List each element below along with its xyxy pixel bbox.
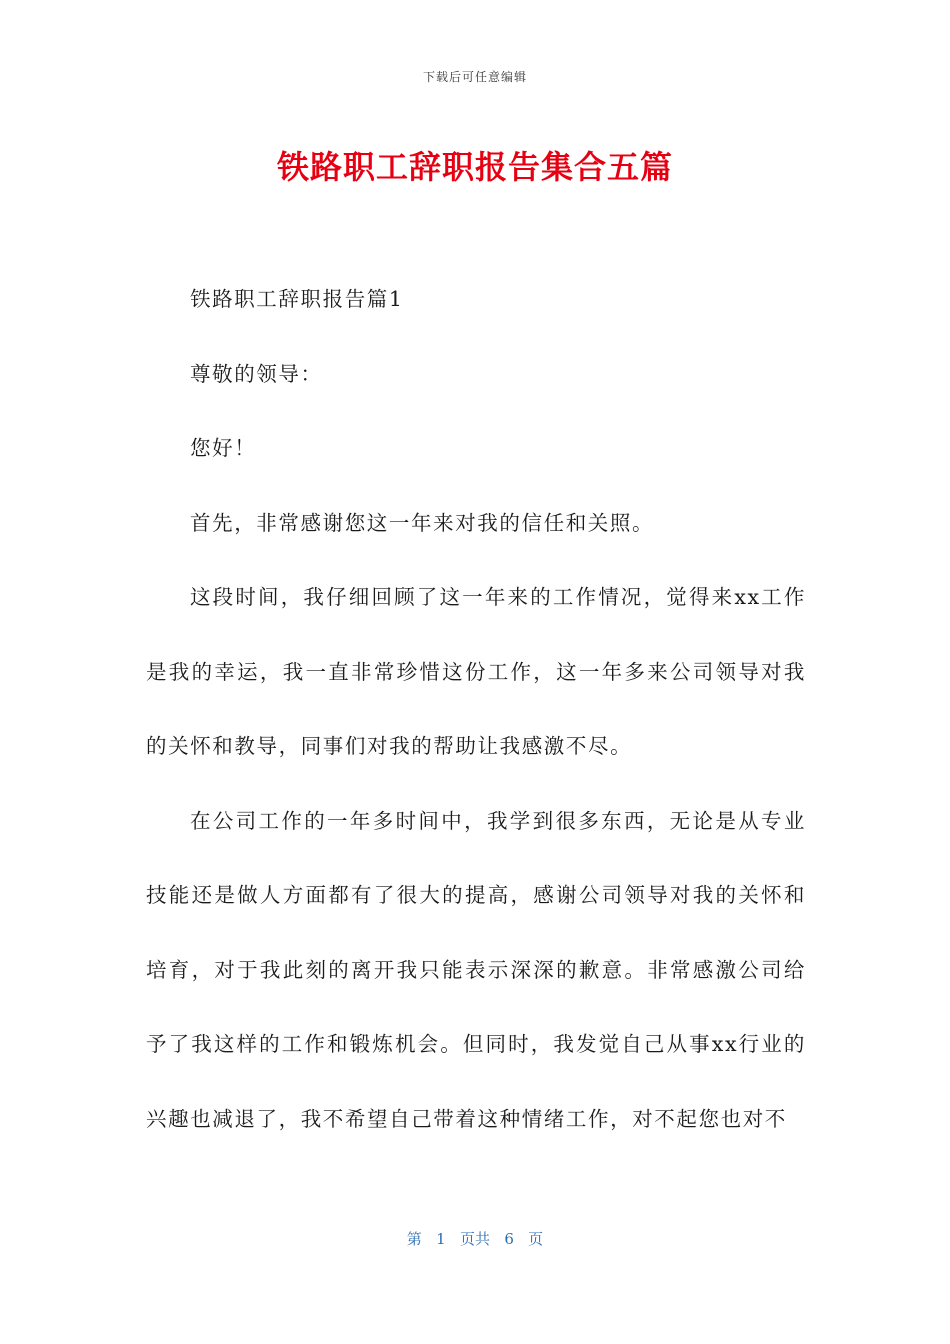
total-pages-number: 6	[504, 1230, 514, 1248]
salutation: 尊敬的领导：	[190, 361, 323, 386]
section-heading: 铁路职工辞职报告篇1	[190, 287, 404, 311]
footer-prefix: 第	[406, 1230, 422, 1248]
header-note: 下载后可任意编辑	[422, 70, 527, 84]
greeting: 您好！	[190, 436, 257, 460]
document-body	[146, 262, 806, 1156]
footer-middle: 页共	[459, 1230, 490, 1248]
current-page-number: 1	[436, 1230, 446, 1248]
body-paragraph: 首先，非常感谢您这一年来对我的信任和关照。	[190, 510, 655, 535]
body-paragraph: 这段时间，我仔细回顾了这一年来的工作情况，觉得来xx工作是我的幸运，我一直非常珍惜这份工作，这一年多来公司领导对我的关怀和教导，同事们对我的帮助让我感激不尽。	[146, 585, 806, 758]
body-paragraph: 在公司工作的一年多时间中，我学到很多东西，无论是从专业技能还是做人方面都有了很大的提高，感谢公司领导对我的关怀和培育，对于我此刻的离开我只能表示深深的歉意。非常感激公司给予了我这样的工作和锻炼机会。但同时，我发觉自己从事xx行业的兴趣也减退了，我不希望自己带着这种情绪工作，对不起您也对不	[146, 808, 806, 1131]
document-title: 铁路职工辞职报告集合五篇	[276, 148, 673, 186]
footer-suffix: 页	[528, 1230, 544, 1248]
page-footer	[0, 1228, 950, 1249]
